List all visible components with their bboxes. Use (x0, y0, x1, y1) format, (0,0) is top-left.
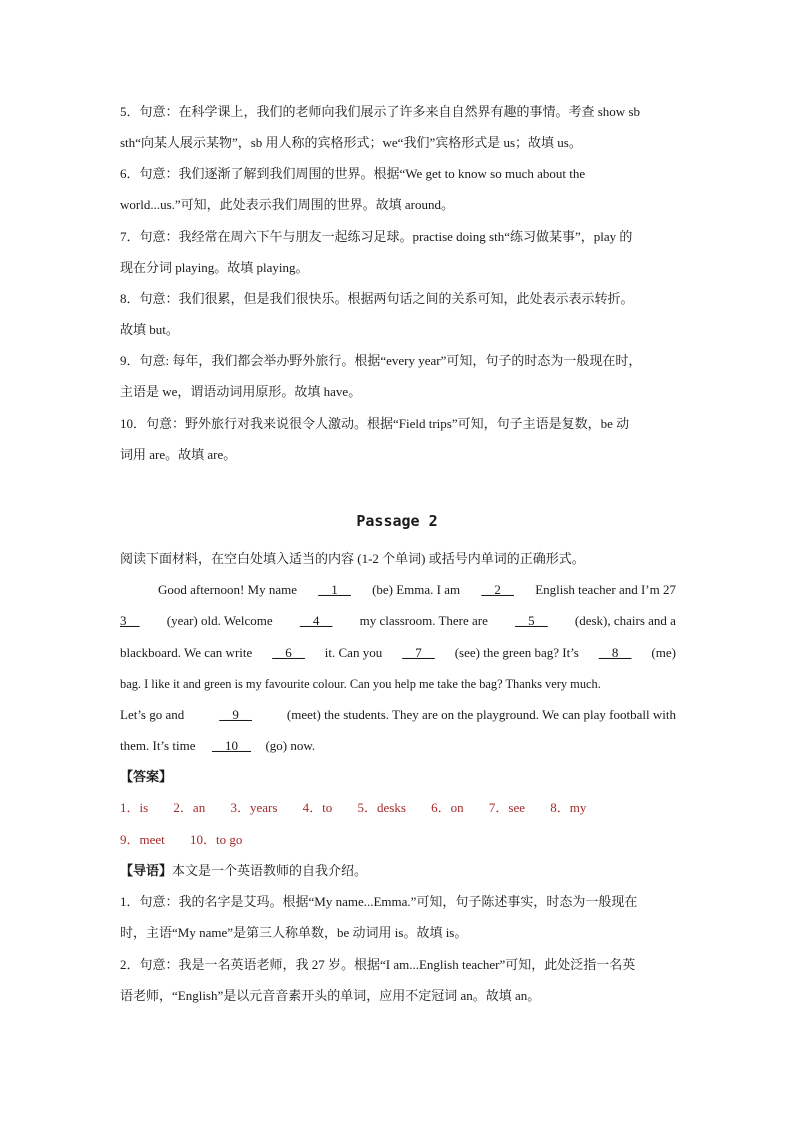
passage-text: my classroom. There are (359, 613, 488, 628)
answer-item: 6．on (431, 800, 464, 815)
passage-line-1 (158, 582, 676, 598)
blank-4[interactable]: __4__ (299, 613, 333, 628)
answer-heading: 【答案】 (120, 769, 173, 784)
passage-text: Good afternoon! My name (158, 582, 297, 597)
answer-item: 10．to go (190, 832, 243, 847)
answer-item: 5．desks (357, 800, 406, 815)
analysis-6-line1: 6．句意：我们逐渐了解到我们周围的世界。根据“We get to know so much about the (120, 166, 586, 181)
analysis-8-line2: 故填 but。 (120, 322, 179, 337)
blank-5[interactable]: __5__ (515, 613, 548, 628)
blank-10[interactable]: __10__ (211, 738, 251, 753)
answer-item: 8．my (550, 800, 587, 815)
passage-text: them. It’s time (120, 738, 196, 753)
blank-6[interactable]: __6__ (272, 645, 305, 660)
passage-text: English teacher and I’m 27 (535, 582, 676, 597)
analysis-10-line2: 词用 are。故填 are。 (120, 447, 237, 462)
passage-line-6 (120, 738, 676, 754)
blank-3[interactable]: 3__ (120, 613, 140, 628)
answer-item: 7．see (488, 800, 526, 815)
passage-text: it. Can you (324, 645, 383, 660)
guide-text: 本文是一个英语教师的自我介绍。 (172, 863, 368, 878)
passage-line-4: bag. I like it and green is my favourite colour. Can you help me take the bag? Thanks very much. (120, 677, 601, 691)
analysis-7-line1: 7．句意：我经常在周六下午与朋友一起练习足球。practise doing sth“练习做某事”，play 的 (120, 229, 633, 244)
passage-text: blackboard. We can write (120, 645, 253, 660)
answer-item: 3．years (230, 800, 278, 815)
answers-row-2 (120, 832, 676, 848)
passage-text: (go) now. (265, 738, 316, 753)
analysis-8-line1: 8．句意：我们很累，但是我们很快乐。根据两句话之间的关系可知，此处表示表示转折。 (120, 291, 634, 306)
answers-row-1 (120, 800, 676, 816)
instruction-text: 阅读下面材料，在空白处填入适当的内容 (1-2 个单词) 或括号内单词的正确形式。 (120, 551, 585, 566)
blank-7[interactable]: __7__ (402, 645, 435, 660)
analysis-5-line1: 5．句意：在科学课上，我们的老师向我们展示了许多来自自然界有趣的事情。考查 show sb (120, 104, 641, 119)
answer-item: 4．to (302, 800, 333, 815)
passage-text: (be) Emma. I am (372, 582, 461, 597)
analysis-6-line2: world...us.”可知，此处表示我们周围的世界。故填 around。 (120, 197, 455, 212)
blank-8[interactable]: __8__ (598, 645, 632, 660)
passage-text: (meet) the students. They are on the playground. We can play football with (286, 707, 676, 722)
blank-2[interactable]: __2__ (481, 582, 514, 597)
answer-item: 2．an (173, 800, 206, 815)
passage-line-3 (120, 645, 676, 661)
analysis-5-line2: sth“向某人展示某物”，sb 用人称的宾格形式；we“我们”宾格形式是 us；故填 us。 (120, 135, 582, 150)
analysis-9-line1: 9．句意: 每年，我们都会举办野外旅行。根据“every year”可知，句子的时态为一般现在时， (120, 353, 642, 368)
passage-line-5 (120, 707, 676, 723)
analysis-2-line2: 语老师，“English”是以元音音素开头的单词，应用不定冠词 an。故填 an。 (120, 988, 541, 1003)
answer-item: 9．meet (120, 832, 165, 847)
analysis-7-line2: 现在分词 playing。故填 playing。 (120, 260, 309, 275)
passage-text: (me) (651, 645, 676, 660)
analysis-10-line1: 10．句意：野外旅行对我来说很令人激动。根据“Field trips”可知，句子主语是复数，be 动 (120, 416, 630, 431)
passage-line-2 (120, 613, 676, 629)
passage-title: Passage 2 (356, 512, 438, 530)
blank-1[interactable]: __1__ (318, 582, 351, 597)
guide-line (120, 863, 676, 879)
analysis-9-line2: 主语是 we，谓语动词用原形。故填 have。 (120, 384, 362, 399)
passage-text: Let’s go and (120, 707, 185, 722)
analysis-1-line2: 时，主语“My name”是第三人称单数，be 动词用 is。故填 is。 (120, 925, 468, 940)
blank-9[interactable]: __9__ (219, 707, 252, 722)
answer-item: 1．is (120, 800, 149, 815)
passage-text: (year) old. Welcome (166, 613, 273, 628)
analysis-1-line1: 1．句意：我的名字是艾玛。根据“My name...Emma.”可知，句子陈述事实，时态为一般现在 (120, 894, 638, 909)
analysis-2-line1: 2．句意：我是一名英语老师，我 27 岁。根据“I am...English teacher”可知，此处泛指一名英 (120, 957, 636, 972)
passage-text: (desk), chairs and a (574, 613, 676, 628)
guide-heading: 【导语】 (120, 863, 173, 878)
passage-text: (see) the green bag? It’s (454, 645, 579, 660)
